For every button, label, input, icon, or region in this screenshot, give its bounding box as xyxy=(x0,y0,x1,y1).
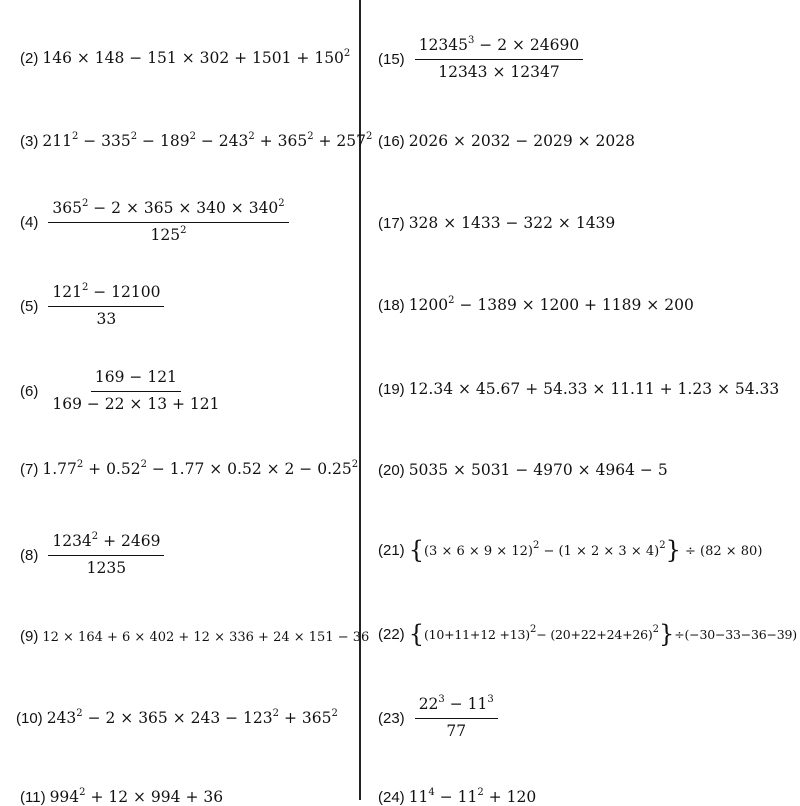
problem-19: (19) 12.34 × 45.67 + 54.33 × 11.11 + 1.23 × 54.33 xyxy=(378,380,780,398)
problem-7: (7) $1.77^2 + 0.52^2 - 1.77 \times 0.52 \times 2 - 0.25^2$ xyxy=(20,459,359,478)
problem-17: (17) 328 × 1433 − 322 × 1439 xyxy=(378,214,616,232)
problem-16: (16) 2026 × 2032 − 2029 × 2028 xyxy=(378,132,635,150)
problem-4: (4) $\frac{365^2 - 2 \times 365 \times 340 \times 340^2}{125^2}$ xyxy=(20,201,289,243)
problem-18: (18) $1200^2 - 1389 \times 1200 + 1189 \times 200$ xyxy=(378,295,694,314)
problem-6: (6) $\frac{169 - 121}{169 - 22 \times 13 + 121}$ xyxy=(20,370,223,412)
problem-5: (5) $\frac{121^2 - 12100}{33}$ xyxy=(20,285,164,327)
fraction: $\frac{365^2 - 2 \times 365 \times 340 \times 340^2}{125^2}$ xyxy=(48,201,288,243)
fraction: $\frac{22^3 - 11^3}{77}$ xyxy=(415,697,498,739)
problem-15: (15) $\frac{12345^3 - 2 \times 24690}{12343 \times 12347}$ xyxy=(378,38,583,80)
problem-20: (20) 5035 × 5031 − 4970 × 4964 − 5 xyxy=(378,461,668,479)
fraction: $\frac{12345^3 - 2 \times 24690}{12343 \times 12347}$ xyxy=(415,38,584,80)
problem-23: (23) $\frac{22^3 - 11^3}{77}$ xyxy=(378,697,498,739)
problem-22: (22) $\{(10+11+12 +13)^2- (20+22+24+26)^2\}\div(-30-33-36-39)$ xyxy=(378,620,797,648)
fraction: $\frac{169 - 121}{169 - 22 \times 13 + 121}$ xyxy=(52,368,220,413)
problem-8: (8) $\frac{1234^2 + 2469}{1235}$ xyxy=(20,534,164,576)
problem-21: (21) $\{(3 \times 6 \times 9 \times 12)^2 - (1 \times 2 \times 3 \times 4)^2\} \div (82 \times 80)$ xyxy=(378,536,763,564)
problem-9: (9) 12 × 164 + 6 × 402 + 12 × 336 + 24 × 151 − 36 xyxy=(20,628,370,645)
problem-3: (3) $211^2 - 335^2 - 189^2 - 243^2 + 365^2 + 257^2$ xyxy=(20,131,373,150)
problem-11: (11) $994^2 + 12 \times 994 + 36$ xyxy=(20,787,224,806)
problem-10: (10) $243^2 - 2 \times 365 \times 243 - 123^2 + 365^2$ xyxy=(16,708,338,727)
problem-24: (24) $11^4 - 11^2 + 120$ xyxy=(378,787,537,806)
fraction: $\frac{1234^2 + 2469}{1235}$ xyxy=(48,534,164,576)
column-divider xyxy=(359,0,361,800)
fraction: $\frac{121^2 - 12100}{33}$ xyxy=(48,285,164,327)
problem-2: (2) $146 \times 148 - 151 \times 302 + 1501 + 150^2$ xyxy=(20,48,351,67)
